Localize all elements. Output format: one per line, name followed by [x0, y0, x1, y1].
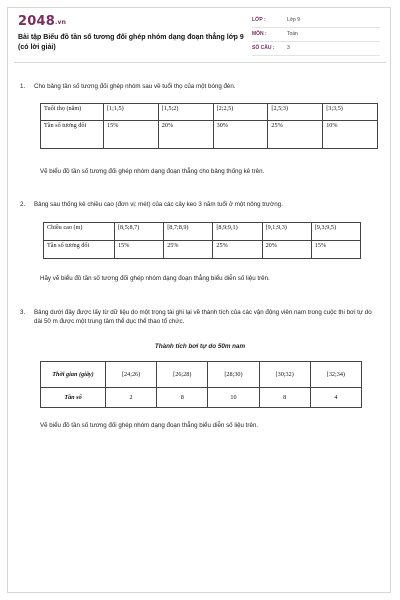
table-cell: 15%: [311, 241, 360, 259]
question-instruction: Hãy vẽ biểu đồ tần số tương đối ghép nhóm dạng đoạn thẳng biểu diễn số liệu trên.: [40, 275, 270, 282]
table-cell: 2: [106, 388, 157, 408]
table-cell: [24;26): [106, 362, 157, 388]
table-cell: [26;28): [157, 362, 208, 388]
table-cell: 10%: [323, 121, 378, 149]
table-row: [41, 121, 378, 149]
table-row: [41, 388, 362, 408]
meta-info: [252, 14, 380, 56]
table-cell: 25%: [164, 241, 213, 259]
meta-value: Toán: [287, 31, 298, 37]
meta-label: LỚP :: [252, 17, 266, 23]
table-cell: 10: [208, 388, 259, 408]
table-cell: Tần số: [41, 388, 106, 408]
table-cell: 4: [310, 388, 361, 408]
table-cell: [1,5;2): [158, 104, 213, 121]
page-title: Bài tập Biểu đồ tần số tương đối ghép nhóm dạng đoạn thẳng lớp 9 (có lời giải): [18, 34, 244, 51]
table-cell: 20%: [158, 121, 213, 149]
table-cell: [8,7;8,9): [164, 223, 213, 241]
meta-label: MÔN :: [252, 31, 267, 37]
table-cell: 25%: [213, 241, 262, 259]
table-cell: [2,5;3): [268, 104, 323, 121]
table-q2: [43, 222, 361, 259]
site-logo[interactable]: 2048.vn: [18, 14, 67, 29]
table-cell: [2;2,5): [213, 104, 268, 121]
table-row: [41, 362, 362, 388]
table-cell: [8,5;8,7): [115, 223, 164, 241]
question-number: 1.: [20, 83, 26, 90]
table-cell: [3;3,5): [323, 104, 378, 121]
question-number: 2.: [20, 201, 26, 208]
table-cell: Tần số tương đối: [44, 241, 115, 259]
table-cell: [28;30): [208, 362, 259, 388]
meta-class: [252, 14, 380, 28]
meta-value: 3: [287, 45, 290, 51]
table-cell: Chiều cao (m): [44, 223, 115, 241]
question-instruction: Vẽ biểu đồ tần số tương đối ghép nhóm dạng đoạn thẳng biểu diễn số liệu trên.: [40, 422, 259, 429]
question-instruction: Vẽ biểu đồ tần số tương đối ghép nhóm dạng đoạn thẳng cho bảng thống kê trên.: [40, 168, 265, 175]
table-cell: [30;32): [259, 362, 310, 388]
table-cell: 30%: [213, 121, 268, 149]
table-cell: [9,3;9,5): [311, 223, 360, 241]
meta-question-count: [252, 42, 380, 56]
table-cell: 15%: [115, 241, 164, 259]
table-cell: [8,9;9,1): [213, 223, 262, 241]
table-q1: [40, 103, 378, 149]
table-cell: [1;1,5): [104, 104, 159, 121]
page-frame: [7, 7, 391, 593]
table-cell: Thời gian (giây): [41, 362, 106, 388]
meta-subject: [252, 28, 380, 42]
table-cell: 8: [157, 388, 208, 408]
table-cell: [32;34): [310, 362, 361, 388]
table-cell: Tần số tương đối: [41, 121, 104, 149]
question-text: Bảng sau thống kê chiều cao (đơn vị: mét) của các cây keo 3 năm tuổi ở một nông trường.: [34, 201, 283, 208]
header-divider: [14, 62, 386, 63]
table-row: [44, 241, 361, 259]
question-text: Cho bảng tần số tương đối ghép nhóm sau về tuổi thọ của một bóng đèn.: [34, 83, 236, 90]
meta-value: Lớp 9: [287, 17, 301, 23]
table-cell: 25%: [268, 121, 323, 149]
table-cell: 20%: [262, 241, 311, 259]
table-caption: Thành tích bơi tự do 50m nam: [154, 343, 246, 350]
table-cell: 15%: [104, 121, 159, 149]
table-cell: Tuổi thọ (năm): [41, 104, 104, 121]
table-cell: [9,1;9,3): [262, 223, 311, 241]
table-q3: [40, 361, 362, 408]
header: [16, 12, 386, 58]
table-row: [44, 223, 361, 241]
table-cell: 8: [259, 388, 310, 408]
question-number: 3.: [20, 309, 26, 316]
question-text: Bảng dưới đây được lấy từ dữ liệu do một trọng tài ghi lại về thành tích của các vận động viên nam trong cuộc thi bơi tự do dài 50 m được một trung tâm thể dục thể thao tổ chức.: [34, 309, 372, 325]
table-row: [41, 104, 378, 121]
meta-label: SỐ CÂU :: [252, 45, 275, 51]
